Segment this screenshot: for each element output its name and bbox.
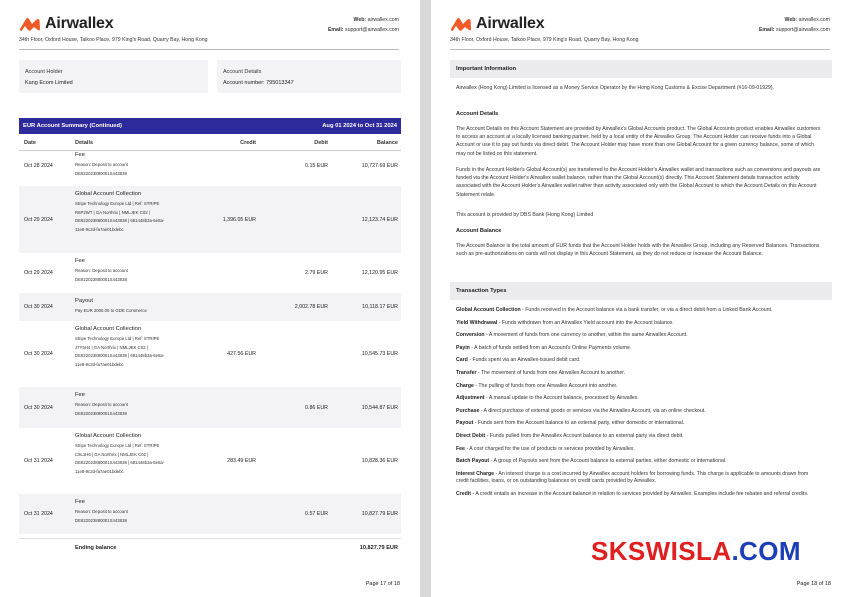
page-number: Page 18 of 18 (796, 581, 831, 587)
email-link[interactable]: support@airwallex.com (776, 27, 830, 33)
transaction-type-item (456, 307, 822, 315)
transaction-type-item (456, 345, 822, 353)
row-debit: 0.15 EUR (305, 163, 328, 169)
row-details (75, 258, 128, 284)
brand-name: Airwallex (476, 15, 545, 32)
row-debit: 0.86 EUR (305, 404, 328, 411)
header-divider (19, 49, 399, 50)
transaction-type-item (456, 383, 822, 391)
transaction-type-term: Transfer (456, 369, 477, 376)
table-row (19, 253, 401, 293)
row-detail-line: 11e8-9c2d-fa7ae01bdebc (75, 226, 124, 232)
row-type: Fee (75, 258, 85, 264)
ending-balance-row (19, 538, 401, 559)
row-date: Oct 31 2024 (24, 458, 53, 464)
account-details-p1: The Account Details on this Account Statement are provided by Airwallex's Global Accounts product. The Global Accounts product enables Airwallex customers to access an account at a locally licensed banking partner, held by a local entity of the Airwallex Group. The Account Holder can receive funds into a Global Account or use it to pay out funds via direct debit. The Account Holder may have more than one Global Account for a given currency balance, some of which may not be listed on this statement. (456, 126, 821, 157)
row-detail-line: DE822023880001S443838 (75, 517, 127, 523)
row-type: Payout (75, 298, 94, 304)
transaction-type-desc: - Funds sent from the Account balance to an external party, either domestic or international. (473, 420, 685, 427)
row-detail-line: Reason: Deposit to account (75, 162, 128, 167)
row-date: Oct 31 2024 (24, 511, 53, 517)
watermark-blue: .COM (731, 536, 801, 566)
row-detail-line: R6P2WT | GA Northrix | NMLJEK C02 | (75, 209, 150, 215)
company-address: 34th Floor, Oxford House, Taikoo Place, 979 King's Road, Quarry Bay, Hong Kong (450, 37, 639, 43)
row-balance: 10,727.69 EUR (361, 163, 398, 169)
table-row (19, 494, 401, 534)
transaction-type-term: Payin (456, 344, 470, 351)
row-details (75, 152, 128, 178)
row-detail-line: DE822023880001S443838 | 681448b3a-5e8a- (75, 460, 165, 466)
airwallex-logo (19, 14, 113, 34)
account-details-box (217, 60, 401, 93)
transaction-type-term: Purchase (456, 407, 480, 414)
row-debit: 2.79 EUR (305, 270, 328, 276)
page-number: Page 17 of 18 (365, 581, 400, 587)
transaction-type-item (456, 357, 822, 365)
account-details-label: Account Details (223, 69, 262, 75)
email-label: Email: (758, 27, 775, 33)
transaction-type-desc: - Funds spent via an Airwallex-issued debit card. (467, 357, 581, 364)
row-detail-line: Reason: Deposit to account (75, 509, 128, 514)
row-credit: 1,396.05 EUR (222, 216, 256, 223)
row-detail-line: 11e8-9c2d-fa7ae01bdebc (75, 361, 124, 367)
row-type: Fee (75, 392, 85, 398)
table-row (19, 186, 401, 253)
summary-title: EUR Account Summary (Continued) (23, 123, 122, 129)
transaction-type-item (456, 332, 822, 340)
important-info-title: Important Information (450, 60, 832, 78)
row-credit: 283.49 EUR (227, 458, 256, 464)
transaction-type-term: Card (456, 357, 468, 364)
col-debit: Debit (314, 140, 328, 146)
col-credit: Credit (240, 140, 256, 146)
contact-block (759, 15, 830, 35)
transaction-type-term: Batch Payout (456, 458, 490, 465)
table-row (19, 321, 401, 387)
transaction-type-item (456, 433, 822, 441)
account-details-heading: Account Details (456, 111, 499, 117)
watermark (591, 536, 801, 567)
row-details (75, 326, 164, 369)
row-credit: 427.56 EUR (227, 351, 256, 357)
row-date: Oct 30 2024 (24, 404, 53, 411)
transaction-type-item (456, 420, 822, 428)
transaction-type-desc: - Funds withdrawn from an Airwallex Yield account into the Account balance. (497, 319, 674, 326)
account-holder-box (19, 60, 208, 93)
transaction-type-term: Direct Debit (456, 432, 486, 439)
row-date: Oct 28 2024 (24, 163, 53, 169)
row-balance: 12,120.95 EUR (361, 270, 398, 276)
transaction-type-item (456, 458, 822, 466)
col-details: Details (75, 140, 94, 146)
transaction-type-desc: - A movement of funds from one currency to another, within the same Airwallex Account. (484, 332, 688, 339)
table-row (19, 147, 401, 185)
account-balance-heading: Account Balance (456, 228, 502, 234)
statement-page-17 (0, 0, 420, 597)
row-detail-line: J7Y5H4 | GA Northrix | NMLJEK C02 | (75, 344, 148, 350)
transaction-type-item (456, 320, 822, 328)
row-type: Global Account Collection (75, 191, 142, 197)
transaction-type-desc: - Funds pulled from the Airwallex Account balance to an external party via direct debit. (485, 432, 684, 439)
transaction-type-term: Adjustment (456, 395, 485, 402)
brand-name: Airwallex (45, 15, 114, 32)
email-label: Email: (327, 27, 344, 33)
row-details (75, 433, 164, 476)
row-detail-line: DE822023880001S443838 (75, 170, 127, 176)
row-detail-line: DE822023880001S443838 | 681448b3a-5e8a- (75, 218, 165, 224)
row-detail-line: Stripe Technology Europe Ltd | Ref: STRIPE (75, 443, 160, 448)
watermark-red: SKSWISLA (591, 536, 732, 566)
web-link[interactable]: airwallex.com (798, 17, 830, 23)
transaction-type-item (456, 471, 822, 486)
intro-paragraph: Airwallex (Hong Kong) Limited is licensed as a Money Service Operator by the Hong Kong Customs & Excise Department (#16-09-01929). (456, 85, 775, 91)
ending-balance-label: Ending balance (75, 545, 117, 551)
row-type: Fee (75, 499, 85, 505)
row-detail-line: DE822023880001S443838 (75, 276, 127, 282)
row-balance: 10,545.73 EUR (361, 351, 398, 357)
transaction-type-desc: - An interest charge is a cost incurred by Airwallex account holders for borrowing funds. This charge is applicable to amounts drawn from credit facilities, loans, or on outstanding balances on credit cards provided by Airwallex. (456, 470, 809, 485)
row-details (75, 499, 128, 525)
row-balance: 10,828.36 EUR (361, 458, 398, 464)
row-details (75, 392, 128, 418)
account-holder-label: Account Holder (25, 69, 63, 75)
account-details-p3: This account is provided by DBS Bank (Hong Kong) Limited (456, 212, 594, 218)
statement-page-18 (431, 0, 851, 597)
transaction-type-term: Charge (456, 382, 474, 389)
table-row (19, 428, 401, 494)
airwallex-logo-icon (19, 16, 41, 32)
transaction-type-item (456, 395, 822, 403)
company-address: 34th Floor, Oxford House, Taikoo Place, 979 King's Road, Quarry Bay, Hong Kong (19, 37, 208, 43)
ending-balance-value: 10,827.79 EUR (359, 545, 398, 551)
row-type: Global Account Collection (75, 433, 142, 439)
web-label: Web: (784, 17, 798, 23)
row-detail-line: Stripe Technology Europe Ltd | Ref: STRIPE (75, 201, 160, 206)
transaction-type-term: Interest Charge (456, 470, 495, 477)
row-date: Oct 29 2024 (24, 270, 53, 276)
row-details (75, 298, 147, 316)
row-balance: 12,123.74 EUR (361, 216, 398, 223)
row-date: Oct 30 2024 (24, 351, 53, 357)
transaction-type-desc: - A cost charged for the use of products or services provided by Airwallex. (464, 445, 635, 452)
row-balance: 10,118.17 EUR (362, 304, 398, 310)
transaction-type-desc: - Funds received in the Account balance via a bank transfer, or via a direct debit from a Linked Bank Account. (520, 307, 773, 313)
transaction-type-desc: - A manual update to the Account balance, processed by Airwallex. (484, 395, 639, 402)
transaction-types-list (456, 307, 822, 504)
transaction-type-desc: - A group of Payouts sent from the Account balance to external parties, either domestic or international. (489, 458, 727, 465)
airwallex-logo (450, 14, 544, 34)
airwallex-logo-icon (450, 16, 472, 32)
transaction-type-desc: - A batch of funds settled from an Account's Online Payments volume. (469, 344, 632, 351)
row-type: Global Account Collection (75, 326, 142, 332)
row-detail-line: Stripe Technology Europe Ltd | Ref: STRIPE (75, 336, 160, 341)
account-balance-paragraph: The Account Balance is the total amount of EUR funds that the Account Holder holds with the Airwallex Group, including any Reserved Balances. Transactions such as pre-authorizations on cards will not display in this Account Statement, as they do not reduce or increase the Account Balance. (456, 243, 820, 258)
web-link[interactable]: airwallex.com (367, 17, 399, 23)
account-number: Account number: 795013347 (223, 80, 294, 86)
col-balance: Balance (376, 140, 398, 146)
account-holder-value: Kang Ecom Limited (25, 80, 73, 86)
transaction-type-term: Fee (456, 445, 465, 452)
transaction-type-desc: - The movement of funds from one Airwallex Account to another. (476, 369, 626, 376)
summary-period: Aug 01 2024 to Oct 31 2024 (322, 123, 397, 129)
web-label: Web: (353, 17, 367, 23)
transaction-type-item (456, 408, 822, 416)
account-details-p2: Funds in the Account Holder's Global Account(s) are transferred to the Account Holder's Airwallex wallet and transactions such as conversions and payouts are funded via the Account Holder's Airwallex wallet balance, rather than the Global Account(s) directly. This Account Statement details transaction activity associated with the Account Holder's Airwallex wallet rather than activity associated only with the Global Account to which the Account Details on this Account Statement relate. (456, 167, 821, 198)
row-detail-line: DE822023880001S443838 (75, 410, 127, 416)
row-detail-line: Pay EUR 2000.00 to GDE Commerce (75, 308, 147, 313)
transaction-type-term: Conversion (456, 332, 485, 339)
row-type: Fee (75, 152, 85, 158)
row-detail-line: C9L1H6 | GA Northrix | NMLJEK C02 | (75, 451, 149, 457)
col-date: Date (24, 140, 36, 146)
transaction-type-term: Yield Withdrawal (456, 319, 498, 326)
summary-title-bar (19, 118, 401, 134)
row-detail-line: Reason: Deposit to account (75, 402, 128, 407)
row-date: Oct 29 2024 (24, 216, 53, 223)
row-detail-line: Reason: Deposit to account (75, 268, 128, 273)
row-date: Oct 30 2024 (24, 304, 53, 310)
row-balance: 10,827.79 EUR (361, 511, 398, 517)
row-debit: 0.57 EUR (305, 511, 328, 517)
row-debit: 2,002.78 EUR (294, 304, 328, 310)
transaction-type-term: Credit (456, 490, 471, 497)
row-balance: 10,544.87 EUR (361, 404, 398, 411)
transaction-type-item (456, 491, 822, 499)
transaction-type-item (456, 370, 822, 378)
contact-block (328, 15, 399, 35)
header-divider (450, 49, 830, 50)
transaction-type-term: Payout (456, 420, 474, 427)
transaction-type-item (456, 446, 822, 454)
email-link[interactable]: support@airwallex.com (345, 27, 399, 33)
transaction-types-title: Transaction Types (450, 282, 832, 300)
row-detail-line: DE822023880001S443838 | 681448b3a-5e8a- (75, 353, 165, 359)
transaction-type-desc: - A credit entails an increase in the Account balance in relation to services provided by Airwallex. Examples include fee rebates and referral credits. (471, 490, 809, 497)
transaction-type-term: Global Account Collection (456, 307, 521, 313)
transaction-type-desc: - A direct purchase of external goods or services via the Airwallex Account, via an online checkout. (479, 407, 706, 414)
row-detail-line: 11e8-9c2d-fa7ae01bdebc (75, 468, 124, 474)
transaction-type-desc: - The pulling of funds from one Airwallex Account into another. (473, 382, 618, 389)
row-details (75, 191, 164, 234)
table-row (19, 387, 401, 428)
table-row (19, 293, 401, 321)
